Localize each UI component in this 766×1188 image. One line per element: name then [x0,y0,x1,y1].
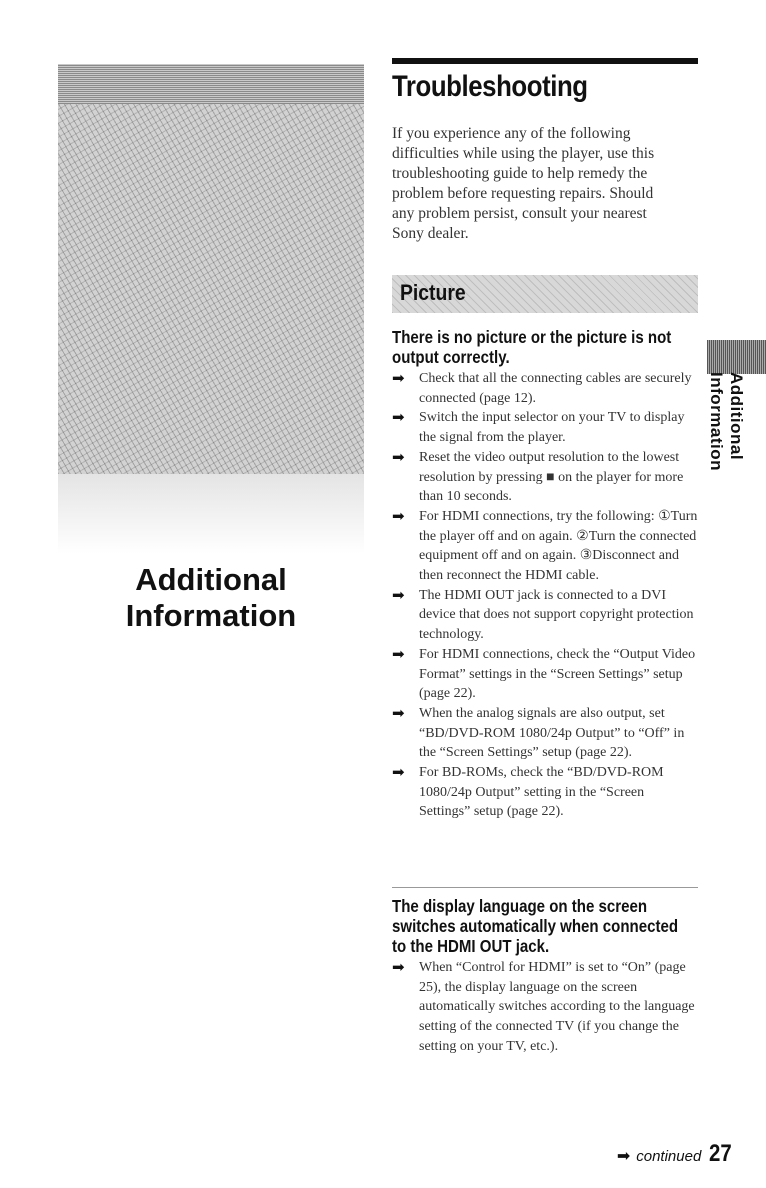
section-title [58,562,364,634]
list-item [392,763,698,822]
arrow-icon: ➡ [616,1148,631,1165]
side-section-label: Additional Information [707,372,746,471]
title-rule [392,58,698,64]
section-art-pattern [58,104,364,474]
remedy-text: The HDMI OUT jack is connected to a DVI device that does not support copyright protection technology. [419,587,694,643]
arrow-icon: ➡ [392,644,405,663]
section-title-line2: Information [125,598,297,633]
section-art [58,64,364,554]
list-item [392,408,698,447]
page-footer [617,1140,734,1168]
list-item [392,369,698,408]
intro-paragraph: If you experience any of the following difficulties while using the player, use this troubleshooting guide to help remedy the problem before requesting repairs. Should any problem persist, consult your nearest Sony dealer. [392,125,655,242]
arrow-icon: ➡ [392,958,405,976]
section-art-band [58,64,364,104]
arrow-icon: ➡ [392,763,405,782]
list-item [392,958,698,1057]
continued-label: continued [636,1148,702,1165]
remedy-text: Reset the video output resolution to the lowest resolution by pressing ■ on the player for more than 10 seconds. [419,449,684,505]
divider [392,887,698,888]
remedy-text: For HDMI connections, try the following: ①Turn the player off and on again. ②Turn the connected equipment off and on again. ③Disconnect and then reconnect the HDMI cable. [419,508,698,584]
arrow-icon: ➡ [392,447,405,466]
problem-heading: The display language on the screen switches automatically when connected to the HDMI OUT jack. [392,896,679,956]
list-item [392,448,698,507]
arrow-icon: ➡ [392,408,405,427]
arrow-icon: ➡ [392,369,405,387]
problem-heading: There is no picture or the picture is not output correctly. [392,327,672,367]
list-item [392,645,698,704]
list-item [392,507,698,586]
section-title-line1: Additional [135,562,287,597]
arrow-icon: ➡ [392,506,405,525]
side-tab-marker [707,340,766,374]
remedy-text: Check that all the connecting cables are securely connected (page 12). [419,371,692,406]
category-label: Picture [400,280,466,305]
problem-block [392,327,698,822]
page-title: Troubleshooting [392,70,588,103]
page-number: 27 [709,1140,732,1167]
remedy-text: When “Control for HDMI” is set to “On” (page 25), the display language on the screen automatically switches according to the language setting of the connected TV (if you change the setting on your TV, etc.). [419,960,695,1054]
list-item [392,704,698,763]
remedy-text: For HDMI connections, check the “Output Video Format” settings in the “Screen Settings” setup (page 22). [419,646,696,702]
remedy-list [392,958,698,1057]
arrow-icon: ➡ [392,703,405,722]
remedy-text: Switch the input selector on your TV to display the signal from the player. [419,410,685,446]
section-art-fade [58,474,364,554]
remedy-text: For BD-ROMs, check the “BD/DVD-ROM 1080/24p Output” setting in the “Screen Settings” setup (page 22). [419,765,664,820]
remedy-list [392,369,698,822]
arrow-icon: ➡ [392,585,405,604]
problem-block [392,896,698,1057]
category-bar [392,275,698,313]
remedy-text: When the analog signals are also output, set “BD/DVD-ROM 1080/24p Output” to “Off” in the “Screen Settings” setup (page 22). [419,705,685,761]
list-item [392,586,698,645]
